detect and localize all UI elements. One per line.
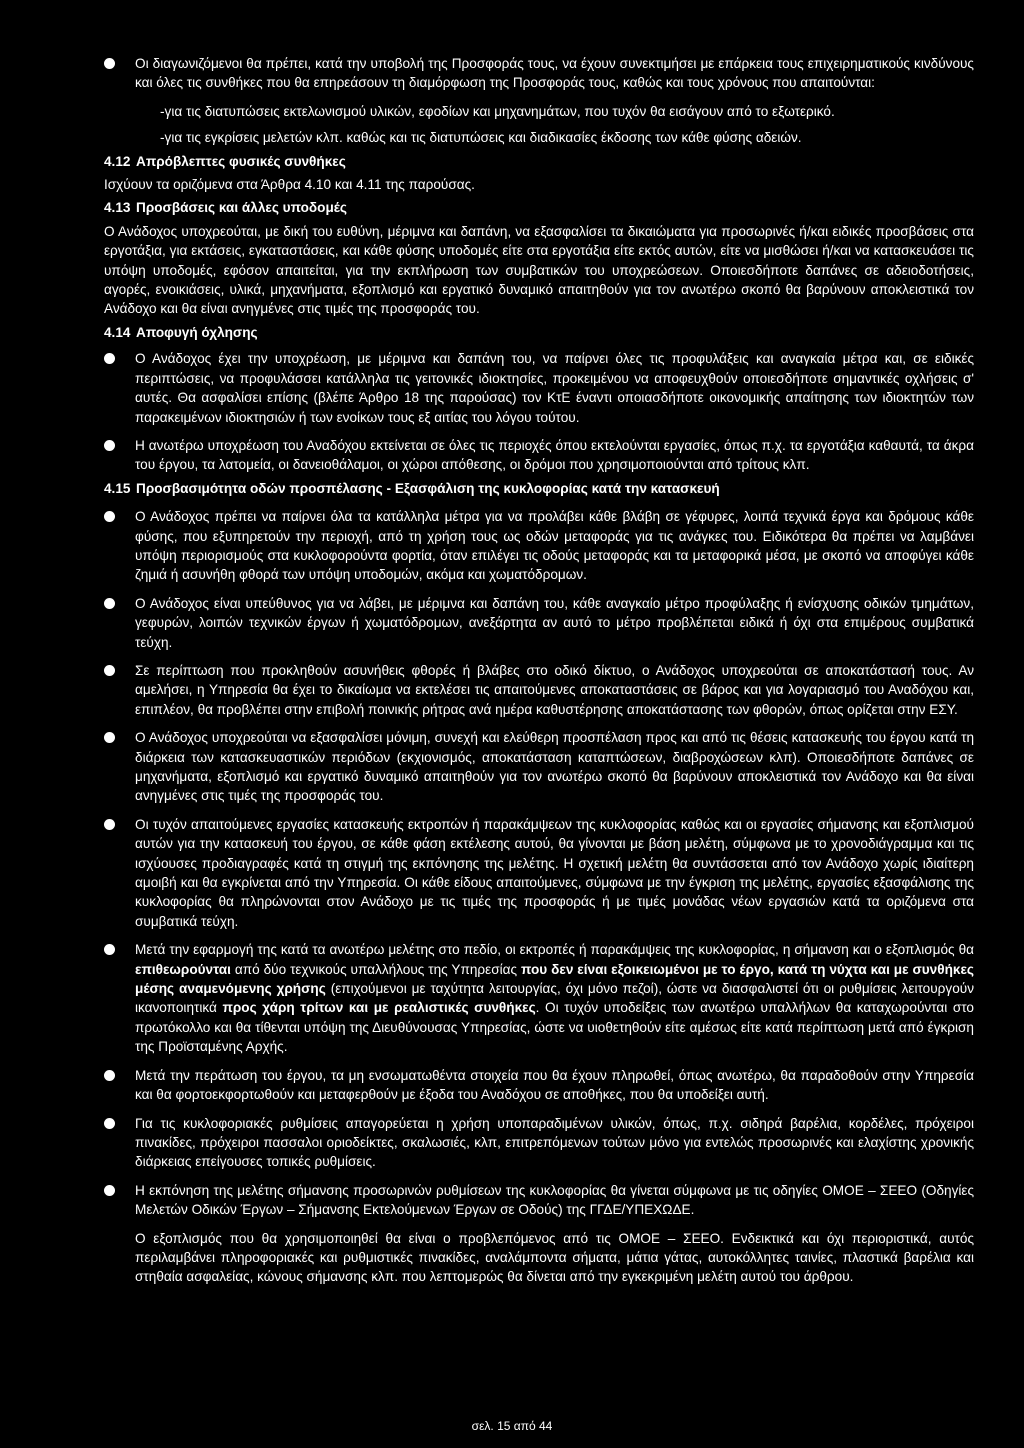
section-heading-4-12 [104,152,974,171]
paragraph: Ο Ανάδοχος υποχρεούται, με δική του ευθύνη, μέριμνα και δαπάνη, να εξασφαλίσει τα δικαιώματα για προσωρινές ή/και ειδικές προσβάσεις στα εργοτάξια, για εκτάσεις, εγκαταστάσεις, και κάθε φύσης υποδομές είτε στα εργοτάξια είτε εκτός αυτών, είτε να μισθώσει ή/και να κατασκευάσει τις υπόψη υποδομές, εφόσον απαιτείται, για την εκπλήρωση των συμβατικών του υποχρεώσεων. Οποιεσδήποτε δαπάνες σε αδειοδοτήσεις, αγορές, ενοικιάσεις, υλικά, μηχανήματα, εξοπλισμό και εργατικό δυναμικό απαιτηθούν για τον ανωτέρω σκοπό θα βαρύνουν αποκλειστικά τον Ανάδοχο και θα είναι ανηγμένες στις τιμές της προσφοράς του. [104,223,974,317]
paragraph: Οι διαγωνιζόμενοι θα πρέπει, κατά την υποβολή της Προσφοράς τους, να έχουν συνεκτιμήσει με επάρκεια τους επιχειρηματικούς κινδύνους και όλες τις συνθήκες που θα επηρεάσουν τη διαμόρφωση της Προσφοράς τους, καθώς και τους χρόνους που απαιτούνται: [135,56,974,91]
section-heading-4-13 [104,198,974,217]
bullet-icon [104,944,115,955]
paragraph: Οι τυχόν απαιτούμενες εργασίες κατασκευής εκτροπών ή παρακάμψεων της κυκλοφορίας καθώς και οι εργασίες σήμανσης και εξοπλισμού αυτών για την κατασκευή του έργου, σε κάθε φάση εκτέλεσης αυτού, θα γίνονται με βάση μελέτη, σύμφωνα με το χρονοδιάγραμμα και τις ισχύουσες προδιαγραφές κατά τη στιγμή της εκπόνησης της μελέτης. Η σχετική μελέτη θα συντάσσεται από τον Ανάδοχο χωρίς ιδιαίτερη αμοιβή και θα εγκρίνεται από την Υπηρεσία. Οι κάθε είδους απαιτούμενες, σύμφωνα με την έγκριση της μελέτης, εργασίες εξασφάλισης της κυκλοφορίας θα πληρώνονται στον Ανάδοχο με τις τιμές της προσφοράς ή με τιμές μονάδας νέων εργασιών κατά τα οριζόμενα στα συμβατικά τεύχη. [135,816,974,929]
paragraph: Σε περίπτωση που προκληθούν ασυνήθεις φθορές ή βλάβες στο οδικό δίκτυο, ο Ανάδοχος υποχρεούται σε αποκατάστασή τους. Αν αμελήσει, η Υπηρεσία θα έχει το δικαίωμα να εκτελέσει τις απαιτούμενες αποκαταστάσεις σε βάρος και για λογαριασμό του Αναδόχου και, επιπλέον, θα προβλέπει στην επιβολή ποινικής ρήτρας ανά ημέρα καθυστέρησης αποκατάστασης των φθορών, όπως ορίζεται στην ΕΣΥ. [135,662,974,717]
paragraph: Ισχύουν τα οριζόμενα στα Άρθρα 4.10 και 4.11 της παρούσας. [104,177,475,193]
list-item [104,54,974,93]
bullet-icon [104,819,115,830]
page-number: σελ. 15 από 44 [471,1419,553,1433]
list-item [104,349,974,427]
bullet-icon [104,598,115,609]
text-run: από δύο τεχνικούς υπαλλήλους της Υπηρεσίας [230,961,521,977]
list-item [104,661,974,719]
paragraph: Ο Ανάδοχος είναι υπεύθυνος για να λάβει, με μέριμνα και δαπάνη του, κάθε αναγκαίο μέτρο προφύλαξης ή ενίσχυσης οδικών τμημάτων, γεφυρών, λοιπών τεχνικών έργων ή χωματόδρομων, ανεξάρτητα αν αυτό το μέτρο προβλέπεται ειδικά ή όχι στα επιμέρους συμβατικά τεύχη. [135,595,974,650]
bullet-icon [104,353,115,364]
list-item [104,436,974,475]
bold-text: που δεν είναι εξοικειωμένοι με το έργο, κατά τη νύχτα και με συνθήκες μέσης αναμενόμενης χρήσης [135,961,974,997]
list-item [104,507,974,585]
section-number: 4.12 [104,153,131,169]
list-item [104,1066,974,1105]
paragraph: Η εκπόνηση της μελέτης σήμανσης προσωρινών ρυθμίσεων της κυκλοφορίας θα γίνεται σύμφωνα με τις οδηγίες ΟΜΟΕ – ΣΕΕΟ (Οδηγίες Μελετών Οδικών Έργων – Σήμανσης Εκτελούμενων Έργων σε Οδούς) της ΓΓΔΕ/ΥΠΕΧΩΔΕ. [135,1182,974,1218]
paragraph: Ο Ανάδοχος πρέπει να παίρνει όλα τα κατάλληλα μέτρα για να προλάβει κάθε βλάβη σε γέφυρες, λοιπά τεχνικά έργα και δρόμους κάθε φύσης, που εξυπηρετούν την περιοχή, από τη χρήση τους ως οδών μεταφοράς για τις ανάγκες του. Ειδικότερα θα πρέπει να λαμβάνει υπόψη περιορισμούς στα κυκλοφορούντα φορτία, όταν επιλέγει τις οδούς μεταφοράς και τα μεταφορικά μέσα, με σκοπό να αποφύγει κάθε ζημιά ή ασυνήθη φθορά των υπόψη υποδομών, ακόμα και χωματόδρομων. [135,509,974,583]
text-run: . Οι τυχόν υποδείξεις των ανωτέρω υπαλλήλων θα καταχωρούνται στο πρωτόκολλο και θα τίθενται υπόψη της Διευθύνουσας Υπηρεσίας, ώστε να υιοθετηθούν είτε αμέσως είτε κατά περίπτωση μετά από έγκριση της Προϊσταμένης Αρχής. [135,1000,974,1055]
section-title: Απρόβλεπτες φυσικές συνθήκες [136,153,346,169]
list-item [104,940,974,1056]
section-number: 4.15 [104,480,131,496]
bold-text: επιθεωρούνται [135,961,231,977]
section-title: Προσβασιμότητα οδών προσπέλασης - Εξασφάλιση της κυκλοφορίας κατά την κατασκευή [136,480,720,496]
list-item [104,728,974,806]
bullet-icon [104,58,115,69]
paragraph: Ο Ανάδοχος υποχρεούται να εξασφαλίσει μόνιμη, συνεχή και ελεύθερη προσπέλαση προς και από τις θέσεις κατασκευής του έργου κατά τη διάρκεια των κατασκευαστικών περιόδων (εκχιονισμός, αποκατάσταση καταπτώσεων, διαβροχώσεων κλπ). Οποιεσδήποτε δαπάνες σε μηχανήματα, εξοπλισμό και εργατικό δυναμικό απαιτηθούν για τον ανωτέρω σκοπό θα βαρύνουν αποκλειστικά τον Ανάδοχο και θα είναι ανηγμένες στις τιμές της προσφοράς του. [135,730,974,804]
sub-item: -για τις εγκρίσεις μελετών κλπ. καθώς και τις διατυπώσεις και διαδικασίες έκδοσης των κάθε φύσης αδειών. [160,130,802,146]
bullet-icon [104,511,115,522]
section-heading-4-15 [104,479,974,498]
paragraph: Ο εξοπλισμός που θα χρησιμοποιηθεί θα είναι ο προβλεπόμενος από τις ΟΜΟΕ – ΣΕΕΟ. Ενδεικτικά και όχι περιοριστικά, αυτός περιλαμβάνει πληροφοριακές και ρυθμιστικές πινακίδες, αναλάμποντα σήματα, μάτια γάτας, αυτοκόλλητες ταινίες, πλαστικά βαρέλια και στηθαία ασφαλείας, κώνους σήμανσης κλπ. που λεπτομερώς θα δίνεται από την εγκεκριμένη μελέτη αυτού του άρθρου. [135,1230,974,1285]
paragraph: Η ανωτέρω υποχρέωση του Αναδόχου εκτείνεται σε όλες τις περιοχές όπου εκτελούνται εργασίες, όπως π.χ. τα εργοτάξια καθαυτά, τα άκρα του έργου, τα λατομεία, οι δανειοθάλαμοι, οι χώροι απόθεσης, οι δρόμοι που χρησιμοποιούνται από τρίτους κλπ. [135,437,974,473]
page-content [104,54,974,1287]
text-run: (επιχούμενοι με ταχύτητα λειτουργίας, όχι μόνο πεζοί), ώστε να διασφαλιστεί ότι οι ρυθμίσεις λειτουργούν ικανοποιητικά [135,981,974,1016]
sub-item: -για τις διατυπώσεις εκτελωνισμού υλικών, εφοδίων και μηχανημάτων, που τυχόν θα εισάγουν από το εξωτερικό. [160,103,835,119]
section-number: 4.13 [104,200,131,216]
paragraph: Για τις κυκλοφοριακές ρυθμίσεις απαγορεύεται η χρήση υποπαραδιμένων υλικών, όπως, π.χ. σιδηρά βαρέλια, κορδέλες, πρόχειροι πινακίδες, πρόχειροι πασσαλοι οριοδείκτες, σκαλωσιές, κλπ, επιτρεπόμενων τούτων μόνο για εντελώς προσωρινές και ελαχίστης χρονικής διάρκειας επείγουσες τοπικές ρυθμίσεις. [135,1115,974,1170]
paragraph: Ο Ανάδοχος έχει την υποχρέωση, με μέριμνα και δαπάνη του, να παίρνει όλες τις προφυλάξεις και αναγκαία μέτρα και, σε ειδικές περιπτώσεις, να προφυλάσσει κατάλληλα τις γειτονικές ιδιοκτησίες, προκειμένου να αποφευχθούν οποιεσδήποτε σημαντικές οχλήσεις σ' αυτές. Θα ασφαλίσει επίσης (βλέπε Άρθρο 18 της παρούσας) τον ΚτΕ έναντι οποιασδήποτε οικονομικής απαίτησης των ιδιοκτητών των παρακειμένων ιδιοκτησιών ή των ενοίκων τους εξ αιτίας του λόγου τούτου. [135,351,974,425]
bold-text: προς χάρη τρίτων και με ρεαλιστικές συνθήκες [222,1000,536,1016]
bullet-icon [104,665,115,676]
bullet-icon [104,732,115,743]
list-item [104,594,974,652]
bullet-icon [104,440,115,451]
section-title: Προσβάσεις και άλλες υποδομές [136,200,347,216]
list-item [104,815,974,931]
list-item [104,1114,974,1172]
section-heading-4-14 [104,323,974,342]
paragraph: Μετά την περάτωση του έργου, τα μη ενσωματωθέντα στοιχεία που θα έχουν πληρωθεί, όπως ανωτέρω, θα παραδοθούν στην Υπηρεσία και θα φορτοεκφορτωθούν και μεταφερθούν με έξοδα του Αναδόχου σε αποθήκες, που θα υποδείξει αυτή. [135,1067,974,1103]
paragraph [135,940,974,1056]
bullet-icon [104,1118,115,1129]
list-item [104,1181,974,1220]
section-number: 4.14 [104,324,131,340]
bullet-icon [104,1185,115,1196]
bullet-icon [104,1070,115,1081]
section-title: Αποφυγή όχλησης [136,324,258,340]
text-run: Μετά την εφαρμογή της κατά τα ανωτέρω μελέτης στο πεδίο, οι εκτροπές ή παρακάμψεις της κυκλοφορίας, η σήμανση και ο εξοπλισμός θα [135,942,974,958]
